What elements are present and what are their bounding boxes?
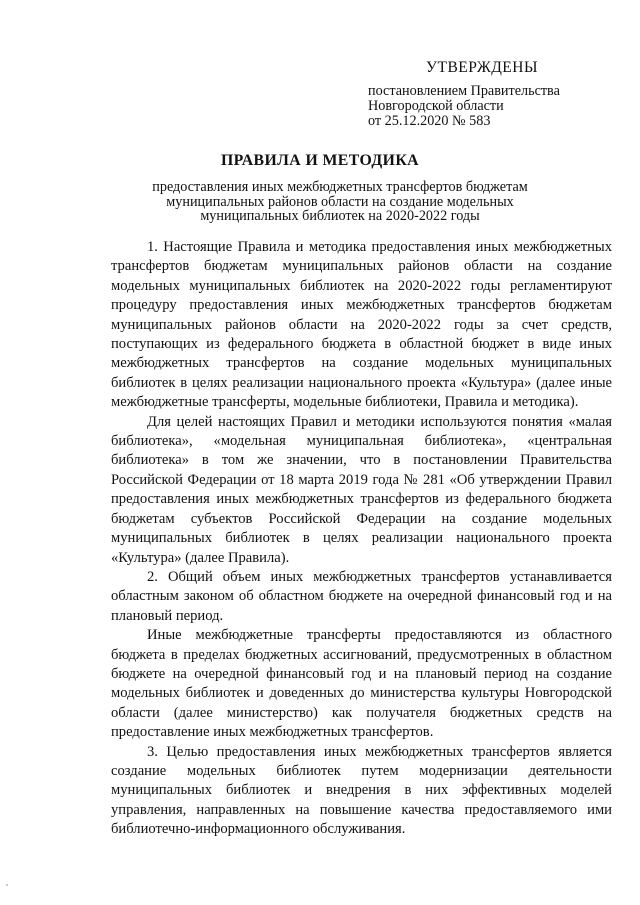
document-subtitle [150,180,530,224]
approval-line-3: от 25.12.2020 № 583 [368,113,491,129]
paragraph-2: Для целей настоящих Правил и методики используются понятия «малая библиотека», «модельная муниципальная библиотека», «центральная библиотека» в том же значении, что в постановлении Правительства Российской Федерации от 18 марта 2019 года № 281 «Об утверждении Правил предоставления иных межбюджетных трансфертов из федерального бюджета бюджетам субъектов Российской Федерации на создание модельных муниципальных библиотек в целях реализации национального проекта «Культура» (далее Правила). [111,413,612,566]
subtitle-line-2: муниципальных районов области на создание модельных [166,193,514,210]
approval-block [368,60,628,129]
approval-line-2: Новгородской области [368,98,504,114]
approval-heading: УТВЕРЖДЕНЫ [426,59,538,76]
approval-line-1: постановлением Правительства [368,83,560,99]
paragraph-1: 1. Настоящие Правила и методика предоставления иных межбюджетных трансфертов бюджетам муниципальных районов области на создание модельных муниципальных библиотек на 2020-2022 годы регламентируют процедуру предоставления иных межбюджетных трансфертов бюджетам муниципальных районов области на 2020-2022 годы за счет средств, поступающих из федерального бюджета в областной бюджет в виде иных межбюджетных трансфертов на создание модельных муниципальных библиотек в целях реализации национального проекта «Культура» (далее иные межбюджетные трансферты, модельные библиотеки, Правила и методика). [111,239,612,411]
paragraph-3: 2. Общий объем иных межбюджетных трансфертов устанавливается областным законом об областном бюджете на очередной финансовый год и на плановый период. [111,568,612,624]
paragraph-5: 3. Целью предоставления иных межбюджетных трансфертов является создание модельных библиотек путем модернизации деятельности муниципальных библиотек и внедрения в них эффективных моделей управления, направленных на повышение качества предоставляемого ими библиотечно-информационного обслуживания. [111,743,612,838]
scan-speck [6,884,8,886]
paragraph-4: Иные межбюджетные трансферты предоставляются из областного бюджета в пределах бюджетных ассигнований, предусмотренных в областном бюджете на очередной финансовый год и на плановый период на создание модельных библиотек и доведенных до министерства культуры Новгородской области (далее министерство) как получателя бюджетных средств на предоставление иных межбюджетных трансфертов. [111,627,612,741]
subtitle-line-3: муниципальных библиотек на 2020-2022 годы [200,208,480,224]
document-title: ПРАВИЛА И МЕТОДИКА [220,152,419,169]
subtitle-line-1: предоставления иных межбюджетных трансфертов бюджетам [152,179,528,195]
document-body [111,238,612,840]
